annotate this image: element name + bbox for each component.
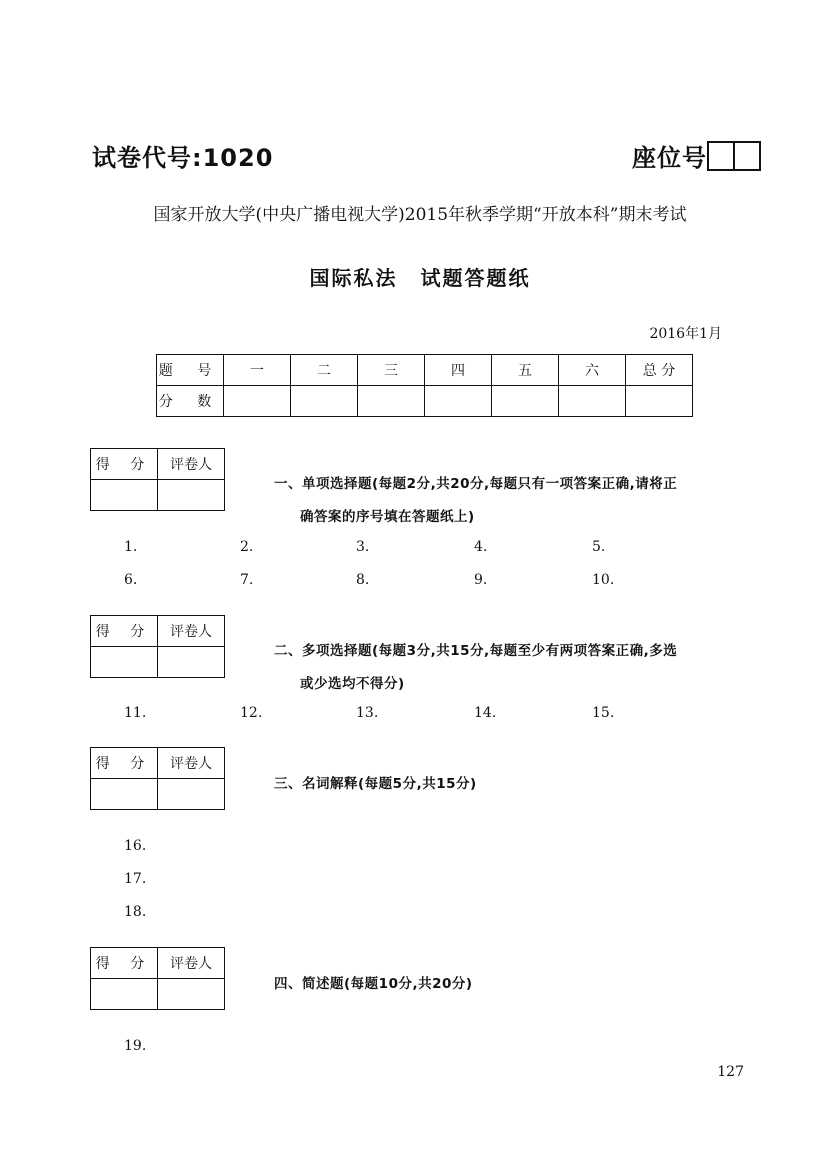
answer-number: 17. [124, 871, 147, 887]
paper-code: 试卷代号:1020 [92, 144, 274, 172]
score-cell[interactable] [91, 480, 158, 511]
score-cell[interactable] [224, 386, 291, 417]
answer-number: 10. [592, 572, 615, 588]
answer-number: 13. [356, 705, 379, 721]
exam-date: 2016年1月 [649, 326, 722, 342]
score-row [157, 386, 693, 417]
grader-cell[interactable] [158, 480, 225, 511]
grader-label: 评卷人 [158, 449, 225, 480]
score-cell[interactable] [559, 386, 626, 417]
score-label: 分 数 [157, 386, 224, 417]
score-label: 得 分 [91, 948, 158, 979]
grader-box [90, 947, 225, 1010]
score-label: 得 分 [91, 449, 158, 480]
seat-number-label: 座位号 [632, 144, 707, 172]
score-cell[interactable] [626, 386, 693, 417]
answer-number: 16. [124, 838, 147, 854]
question-number-row [157, 355, 693, 386]
score-cell[interactable] [91, 979, 158, 1010]
score-cell[interactable] [425, 386, 492, 417]
grader-box [90, 747, 225, 810]
answer-number: 4. [474, 539, 488, 555]
answer-number: 18. [124, 904, 147, 920]
question-number-label: 题 号 [157, 355, 224, 386]
answer-number: 8. [356, 572, 370, 588]
section-heading: 二、多项选择题(每题3分,共15分,每题至少有两项答案正确,多选 [274, 643, 678, 659]
score-label: 得 分 [91, 748, 158, 779]
grader-cell[interactable] [158, 647, 225, 678]
grader-label: 评卷人 [158, 948, 225, 979]
answer-number: 19. [124, 1038, 147, 1054]
page-number: 127 [717, 1064, 744, 1080]
section-heading: 一、单项选择题(每题2分,共20分,每题只有一项答案正确,请将正 [274, 476, 678, 492]
answer-number: 14. [474, 705, 497, 721]
answer-number: 11. [124, 705, 147, 721]
score-cell[interactable] [492, 386, 559, 417]
column-header: 四 [425, 355, 492, 386]
answer-number: 15. [592, 705, 615, 721]
seat-number-box [735, 141, 761, 171]
score-cell[interactable] [291, 386, 358, 417]
answer-number: 9. [474, 572, 488, 588]
column-header: 三 [358, 355, 425, 386]
answer-number: 3. [356, 539, 370, 555]
exam-title: 国家开放大学(中央广播电视大学)2015年秋季学期“开放本科”期末考试 [153, 205, 687, 225]
seat-number-field [632, 138, 761, 173]
score-label: 得 分 [91, 616, 158, 647]
score-cell[interactable] [91, 779, 158, 810]
answer-number: 2. [240, 539, 254, 555]
grader-box [90, 615, 225, 678]
answer-number: 5. [592, 539, 606, 555]
answer-number: 12. [240, 705, 263, 721]
seat-number-box [707, 141, 735, 171]
grader-cell[interactable] [158, 979, 225, 1010]
answer-number: 7. [240, 572, 254, 588]
answer-number: 1. [124, 539, 138, 555]
answer-number: 6. [124, 572, 138, 588]
column-header: 一 [224, 355, 291, 386]
section-heading: 三、名词解释(每题5分,共15分) [274, 776, 477, 792]
column-header: 二 [291, 355, 358, 386]
column-header: 六 [559, 355, 626, 386]
grader-box [90, 448, 225, 511]
grader-cell[interactable] [158, 779, 225, 810]
score-cell[interactable] [358, 386, 425, 417]
score-summary-table [156, 354, 693, 417]
column-header: 五 [492, 355, 559, 386]
section-heading-continued: 确答案的序号填在答题纸上) [300, 509, 475, 525]
section-heading: 四、简述题(每题10分,共20分) [274, 976, 473, 992]
subject-title: 国际私法 试题答题纸 [309, 266, 531, 290]
grader-label: 评卷人 [158, 748, 225, 779]
score-cell[interactable] [91, 647, 158, 678]
section-heading-continued: 或少选均不得分) [300, 676, 405, 692]
grader-label: 评卷人 [158, 616, 225, 647]
column-header: 总 分 [626, 355, 693, 386]
